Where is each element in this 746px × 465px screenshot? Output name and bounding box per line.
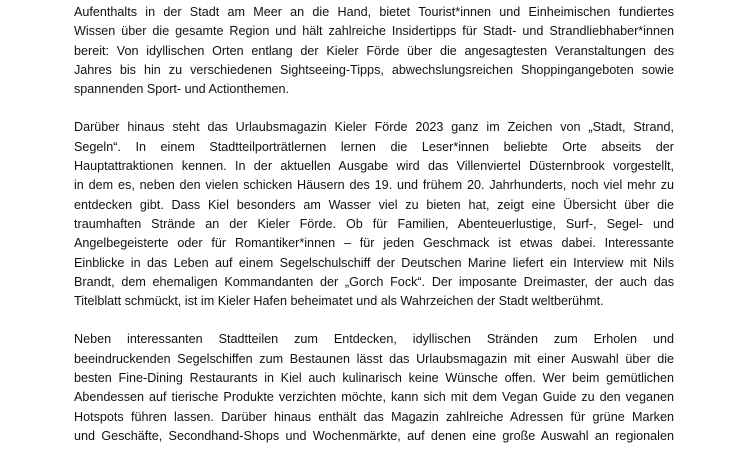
text-line: Jahres bis hin zu verschiedenen Sightseeing-Tipps, abwechslungsreichen Shoppingangeboten sowie xyxy=(74,62,674,77)
text-line: Segeln“. In einem Stadtteilporträtlernen lernen die Leser*innen beliebte Orte abseits der xyxy=(74,139,674,154)
text-line: Hauptattraktionen kennen. In der aktuellen Ausgabe wird das Villenviertel Düsternbrook vorgestellt, xyxy=(74,159,674,174)
text-line: Angelbegeisterte oder für Romantiker*innen – für jeden Geschmack ist etwas dabei. Interessante xyxy=(74,236,674,251)
text-line: bereit: Von idyllischen Orten entlang der Kieler Förde über die angesagtesten Veranstaltungen des xyxy=(74,43,674,58)
paragraph-kulinarisch xyxy=(74,330,674,446)
text-line: Darüber hinaus steht das Urlaubsmagazin Kieler Förde 2023 ganz im Zeichen von „Stadt, Strand, xyxy=(74,120,674,135)
paragraph-stadt-strand-segeln xyxy=(74,118,674,311)
text-line: entdecken gibt. Dass Kiel besonders am Wasser viel zu bieten hat, zeigt eine Übersicht über die xyxy=(74,197,674,212)
paragraph-intro xyxy=(74,3,674,99)
text-line: traumhaften Strände an der Kieler Förde. Ob für Familien, Abenteuerlustige, Surf-, Segel- und xyxy=(74,216,674,231)
text-line: und Geschäfte, Secondhand-Shops und Wochenmärkte, auf denen eine große Auswahl an regionalen xyxy=(74,428,674,443)
text-line: Neben interessanten Stadtteilen zum Entdecken, idyllischen Stränden zum Erholen und xyxy=(74,332,674,347)
text-line: Brandt, dem ehemaligen Kommandanten der „Gorch Fock“. Der imposante Dreimaster, der auch das xyxy=(74,274,674,289)
text-line: Wissen über die gesamte Region und hält zahlreiche Insidertipps für Stadt- und Strandliebhaber*innen xyxy=(74,24,674,39)
text-line: beeindruckenden Segelschiffen zum Bestaunen lässt das Urlaubsmagazin mit einer Auswahl über die xyxy=(74,351,674,366)
text-line: Abendessen auf tierische Produkte verzichten möchte, kann sich mit dem Vegan Guide zu den veganen xyxy=(74,390,674,405)
text-line: Aufenthalts in der Stadt am Meer an die Hand, bietet Tourist*innen und Einheimischen fundiertes xyxy=(74,5,674,19)
text-line: in dem es, neben den vielen schicken Häusern des 19. und frühem 20. Jahrhunderts, noch viel mehr zu xyxy=(74,178,674,193)
text-line: Einblicke in das Leben auf einem Segelschulschiff der Deutschen Marine liefert ein Interview mit Nils xyxy=(74,255,674,270)
text-line: Titelblatt schmückt, ist im Kieler Hafen beheimatet und als Wahrzeichen der Stadt weltberühmt. xyxy=(74,294,604,309)
text-line: Hotspots führen lassen. Darüber hinaus enthält das Magazin zahlreiche Adressen für grüne Marken xyxy=(74,409,674,424)
text-line: besten Fine-Dining Restaurants in Kiel auch kulinarisch keine Wünsche offen. Wer beim gemütlichen xyxy=(74,371,674,386)
text-line: spannenden Sport- und Actionthemen. xyxy=(74,82,289,97)
document-page xyxy=(74,3,674,465)
